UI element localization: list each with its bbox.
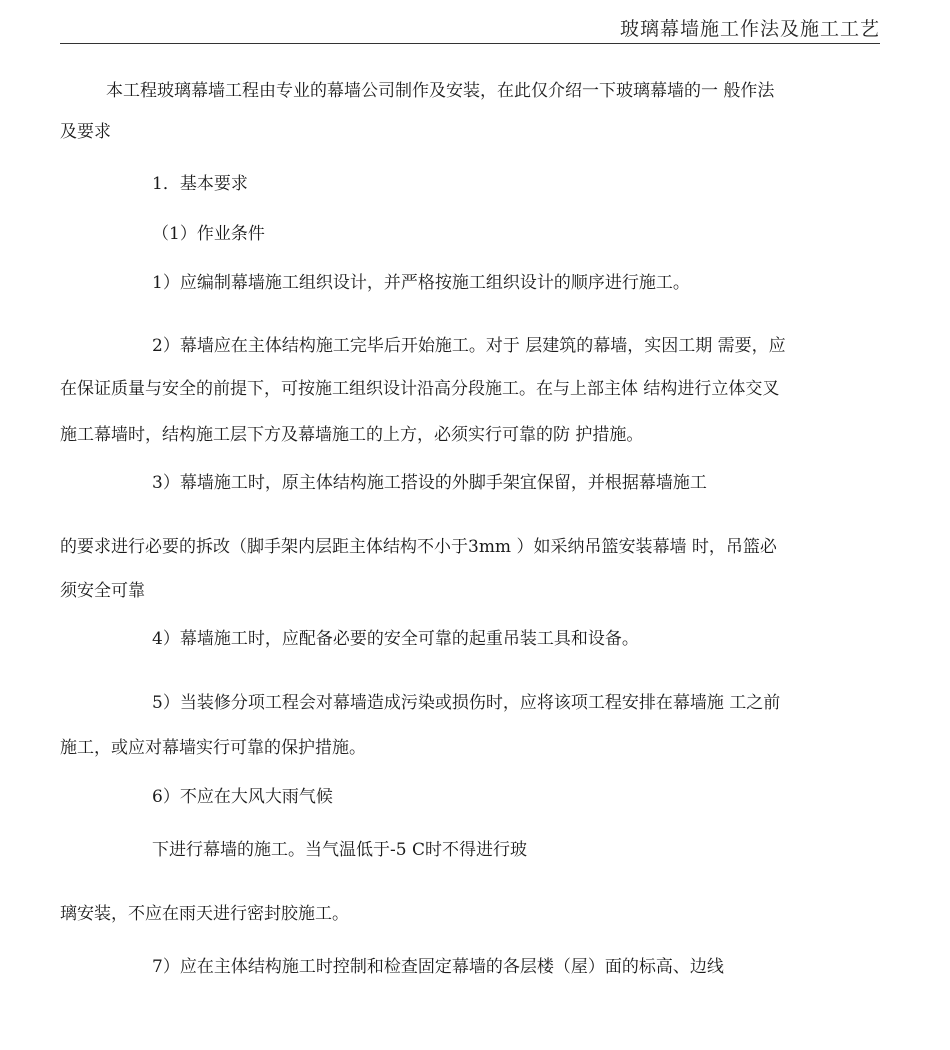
list-item-2-line-1: 2）幕墙应在主体结构施工完毕后开始施工。对于 层建筑的幕墙，实因工期 需要，应 <box>152 336 786 356</box>
section-heading-basic-requirements: 1．基本要求 <box>152 174 248 194</box>
list-item-2-line-2: 在保证质量与安全的前提下，可按施工组织设计沿高分段施工。在与上部主体 结构进行立体交叉 <box>60 379 780 399</box>
list-item-5-line-2: 施工，或应对幕墙实行可靠的保护措施。 <box>60 738 366 758</box>
list-item-6-line-3: 璃安装，不应在雨天进行密封胶施工。 <box>60 904 349 924</box>
paragraph-intro-line-2: 及要求 <box>60 122 111 142</box>
list-item-2-line-3: 施工幕墙时，结构施工层下方及幕墙施工的上方，必须实行可靠的防 护措施。 <box>60 425 644 445</box>
list-item-5-line-1: 5）当装修分项工程会对幕墙造成污染或损伤时，应将该项工程安排在幕墙施 工之前 <box>152 693 781 713</box>
list-item-3-line-2: 的要求进行必要的拆改（脚手架内层距主体结构不小于3mm ）如采纳吊篮安装幕墙 时，吊篮必 <box>60 537 777 557</box>
list-item-6-line-1: 6）不应在大风大雨气候 <box>152 787 333 807</box>
list-item-3-line-3: 须安全可靠 <box>60 581 145 601</box>
list-item-6-line-2: 下进行幕墙的施工。当气温低于-5 C时不得进行玻 <box>152 840 527 860</box>
list-item-7: 7）应在主体结构施工时控制和检查固定幕墙的各层楼（屋）面的标高、边线 <box>152 957 724 977</box>
header-divider <box>60 43 880 44</box>
subsection-heading-work-conditions: （1）作业条件 <box>152 224 265 244</box>
paragraph-intro-line-1: 本工程玻璃幕墙工程由专业的幕墙公司制作及安装，在此仅介绍一下玻璃幕墙的一 般作法 <box>106 81 775 101</box>
list-item-4: 4）幕墙施工时，应配备必要的安全可靠的起重吊装工具和设备。 <box>152 629 639 649</box>
list-item-1: 1）应编制幕墙施工组织设计，并严格按施工组织设计的顺序进行施工。 <box>152 273 690 293</box>
list-item-3-line-1: 3）幕墙施工时，原主体结构施工搭设的外脚手架宜保留，并根据幕墙施工 <box>152 473 707 493</box>
page-title: 玻璃幕墙施工作法及施工工艺 <box>619 18 880 40</box>
